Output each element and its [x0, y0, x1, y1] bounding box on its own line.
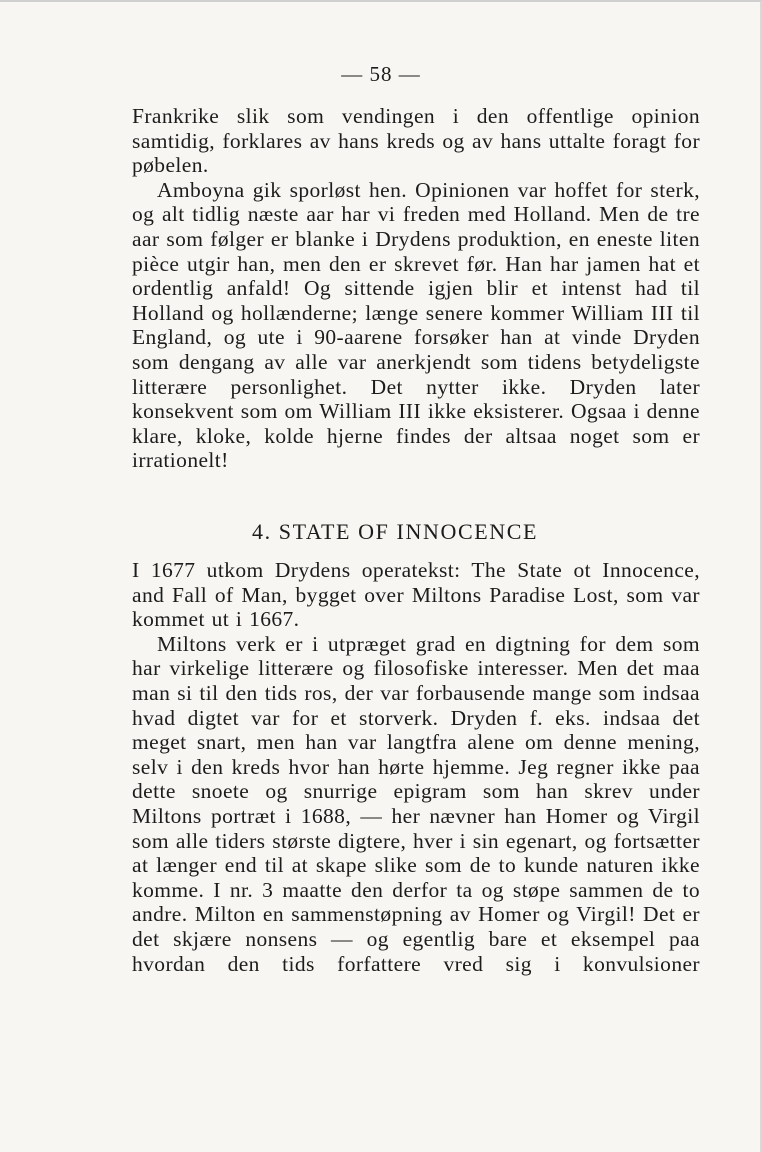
- paragraph-2: Amboyna gik sporløst hen. Opinionen var hoffet for sterk, og alt tidlig næste aar har vi freden med Holland. Men de tre aar som følger er blanke i Drydens produktion, en eneste liten pièce utgir han, men den er skrevet før. Han har jamen hat et ordentlig anfald! Og sittende igjen blir et intenst had til Holland og hollænderne; længe senere kommer William III til England, og ute i 90-aarene forsøker han at vinde Dryden som dengang av alle var anerkjendt som tidens betydeligste litterære personlighet. Det nytter ikke. Dryden later konsekvent som om William III ikke eksisterer. Ogsaa i denne klare, kloke, kolde hjerne findes der altsaa noget som er irrationelt!: [132, 177, 700, 473]
- page-number: — 58 —: [341, 62, 421, 86]
- text-block-section-1: [132, 104, 700, 473]
- text-block-section-2: [132, 558, 700, 976]
- section-heading: 4. STATE OF INNOCENCE: [252, 519, 539, 544]
- paragraph-1: Frankrike slik som vendingen i den offentlige opinion samtidig, forklares av hans kreds og av hans uttalte foragt for pøbelen.: [132, 104, 700, 178]
- paragraph-4: Miltons verk er i utpræget grad en digtning for dem som har virkelige litterære og filosofiske interesser. Men det maa man si til den tids ros, der var forbausende mange som indsaa hvad digtet var for et storverk. Dryden f. eks. indsaa det meget snart, men han var langtfra alene om denne mening, selv i den kreds hvor han hørte hjemme. Jeg regner ikke paa dette snoete og snurrige epigram som han skrev under Miltons portræt i 1688, — her nævner han Homer og Virgil som alle tiders største digtere, hver i sin egenart, og fortsætter at længer end til at skape slike som de to kunde naturen ikke komme. I nr. 3 maatte den derfor ta og støpe sammen de to andre. Milton en sammenstøpning av Homer og Virgil! Det er det skjære nonsens — og egentlig bare et eksempel paa hvordan den tids forfattere vred sig i konvulsioner: [132, 631, 700, 976]
- paragraph-3: I 1677 utkom Drydens operatekst: The State ot Innocence, and Fall of Man, bygget over Miltons Paradise Lost, som var kommet ut i 1667.: [132, 558, 700, 632]
